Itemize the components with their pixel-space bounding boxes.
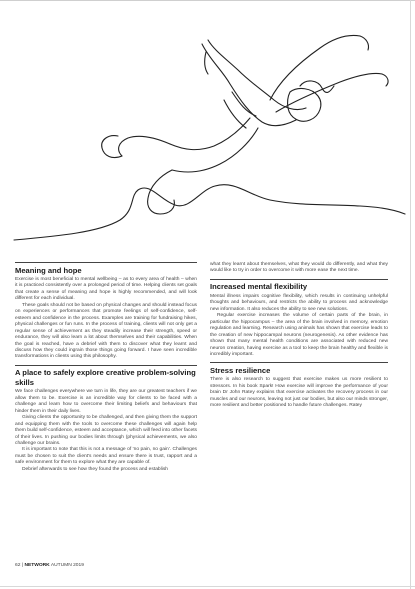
paragraph: what they learnt about themselves, what they would do differently, and what they would like to try in order to overcome it with more ease the next time. (210, 262, 388, 274)
heading-stress-resilience: Stress resilience (210, 362, 388, 375)
page-footer: 62 | NETWORK AUTUMN 2019 (15, 563, 84, 568)
right-column (210, 262, 388, 410)
paragraph: It is important to note that this is not a message of 'no pain, no gain'. Challenges must be chosen to suit the client's needs and ensure there is trust, rapport and a safe environment for them to explore what they are capable of. (15, 447, 197, 466)
page-number: 62 (15, 563, 21, 568)
paragraph: There is also research to suggest that exercise makes us more resilient to stressors. In his book Spark! How exercise will improve the performance of your brain Dr John Ratey explains that exercise activates the recovery process in our muscles and our neurons, leaving not just our bodies, but also our minds stronger, more resilient and better positioned to handle future challenges. Ratey (210, 377, 388, 409)
heading-creative-problem-solving: A place to safely explore creative problem-solving skills (15, 365, 197, 388)
paragraph: Debrief afterwards to see how they found the process and establish (22, 466, 168, 472)
heading-meaning-and-hope: Meaning and hope (15, 262, 197, 275)
left-column (15, 262, 197, 473)
issue-label: AUTUMN 2019 (50, 563, 84, 568)
paragraph: Regular exercise increases the volume of certain parts of the brain, in particular the hippocampus – the area of the brain involved in memory, emotion regulation and learning. Research using animals has shown that exercise leads to the creation of new hippocampal neurons (neurogenesis). As other evidence has shown that many mental health conditions are associated with reduced new neuron creation, having exercise as a tool to keep the brain healthy and flexible is incredibly important. (210, 313, 388, 357)
paragraph: Mental illness impairs cognitive flexibility, which results in continuing unhelpful thoughts and behaviours, and restricts the ability to process and acknowledge new information. It also reduces the ability to see new solutions. (210, 293, 388, 312)
magazine-name: NETWORK (24, 563, 50, 568)
paragraph: We face challenges everywhere we turn in life, they are our greatest teachers if we allow them to be. Exercise is an incredible way for clients to be faced with a challenge and learn how to overcome their limiting beliefs and behaviours that hinder them in their daily lives. (15, 389, 197, 414)
bottom-rule (0, 586, 415, 587)
paragraph: Exercise is most beneficial to mental wellbeing – as to every area of health – when it is practiced consistently over a prolonged period of time. Helping clients set goals that create a sense of meaning and hope is highly recommended, and will look different for each individual. (15, 277, 197, 302)
paragraph: Giving clients the opportunity to be challenged, and then giving them the support and equipping them with the tools to overcome these challenges will again help them build self-confidence, esteem and acceptance, which will feed into other facets of their lives. In pushing our bodies limits through (physical achievements, we also challenge our brains. (15, 415, 197, 447)
paragraph: These goals should not be based on physical changes and should instead focus on experiences or performances that promote feelings of self-confidence, self-esteem and confidence in the process. Examples are training for fundraising hikes, physical challenges or fun runs. In the process of training, clients will not only get a regular sense of achievement as they steadily increase their strength, speed or endurance, they will also learn a lot about themselves and their capabilities. When the goal is reached, have a debrief with them to discover what they learnt and discuss how they could ingrain those things going forward. I have seen incredible transformations in clients using this philosophy. (15, 302, 197, 360)
line-art-jumping-figure (0, 0, 415, 270)
heading-mental-flexibility: Increased mental flexibility (210, 279, 388, 292)
